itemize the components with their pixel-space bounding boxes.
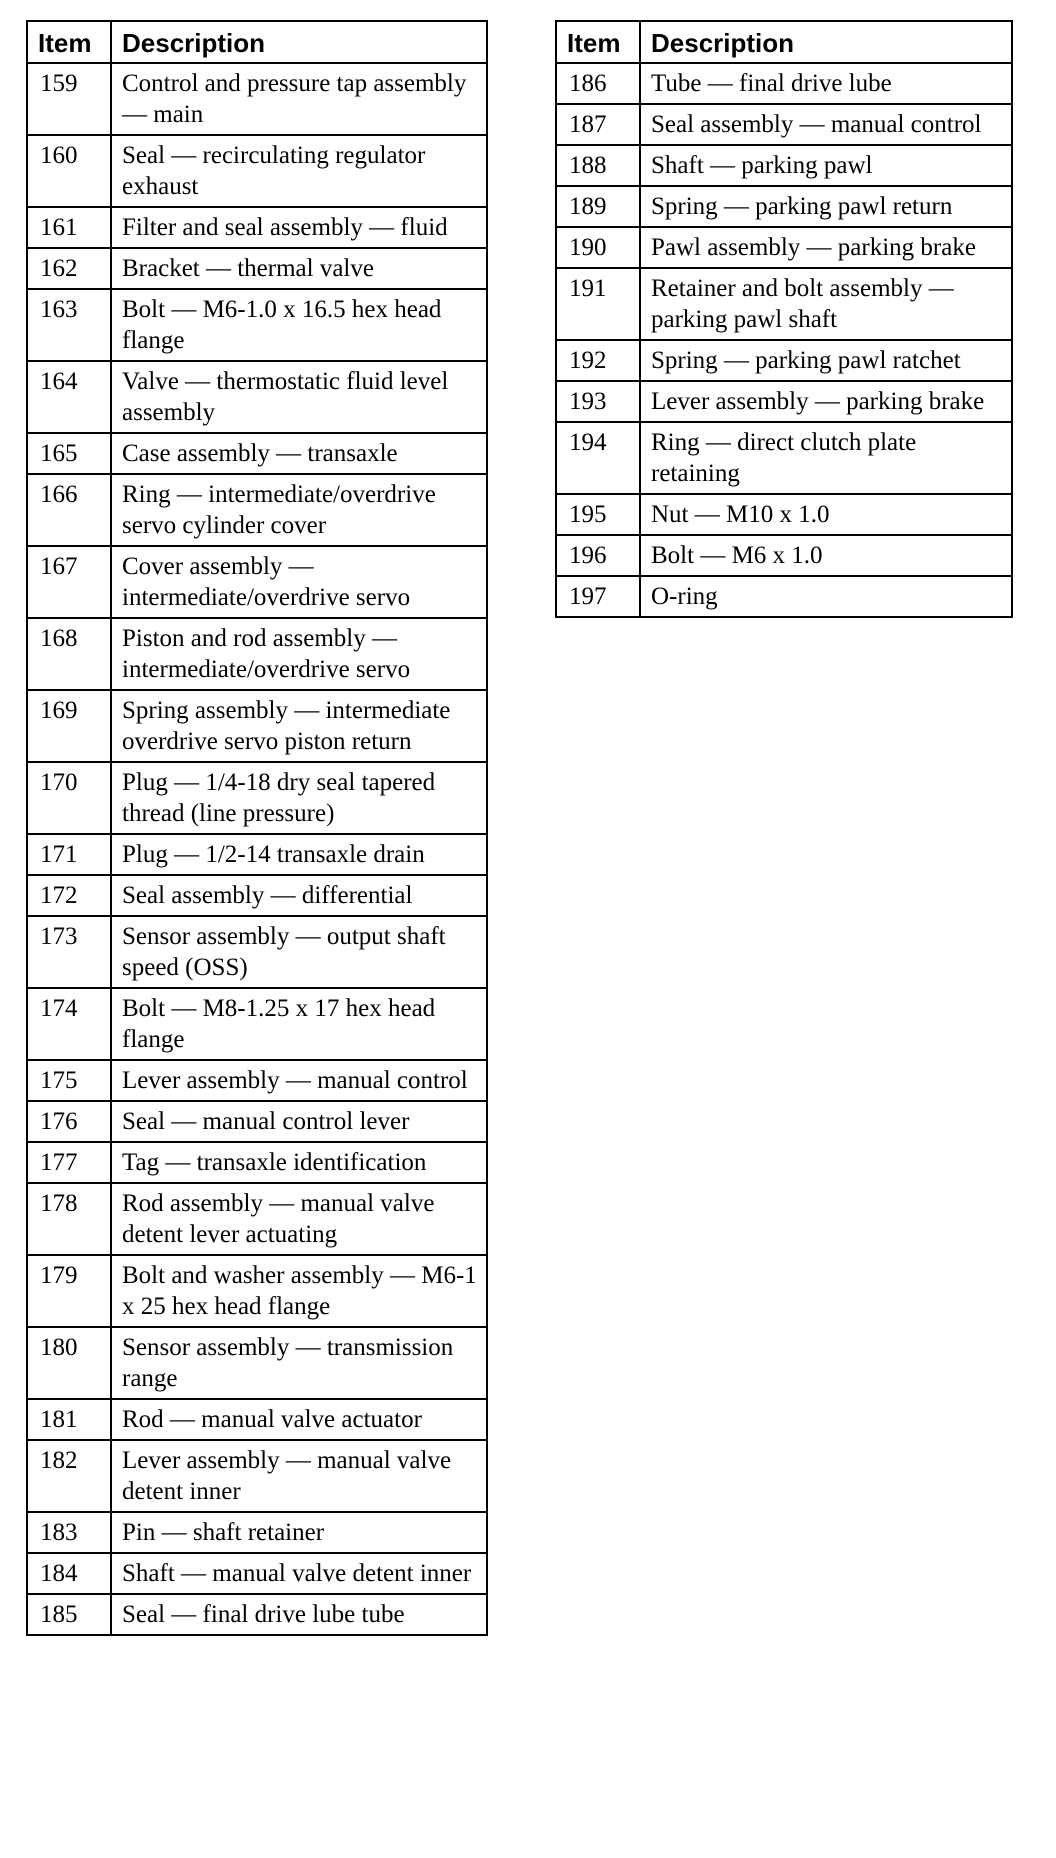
description-cell: Rod — manual valve actuator	[111, 1399, 487, 1440]
table-row	[27, 916, 487, 988]
description-cell: Retainer and bolt assembly — parking pawl shaft	[640, 268, 1012, 340]
table-row	[27, 875, 487, 916]
table-row	[27, 1512, 487, 1553]
item-number-cell: 183	[27, 1512, 111, 1553]
description-cell: Tag — transaxle identification	[111, 1142, 487, 1183]
description-cell: Pawl assembly — parking brake	[640, 227, 1012, 268]
table-row	[556, 145, 1012, 186]
item-number-cell: 171	[27, 834, 111, 875]
description-cell: Seal assembly — manual control	[640, 104, 1012, 145]
item-number-cell: 179	[27, 1255, 111, 1327]
table-row	[27, 1060, 487, 1101]
description-cell: Seal assembly — differential	[111, 875, 487, 916]
table-row	[27, 762, 487, 834]
item-number-cell: 164	[27, 361, 111, 433]
description-cell: Seal — manual control lever	[111, 1101, 487, 1142]
description-cell: O-ring	[640, 576, 1012, 617]
item-number-cell: 181	[27, 1399, 111, 1440]
item-number-cell: 194	[556, 422, 640, 494]
description-cell: Seal — recirculating regulator exhaust	[111, 135, 487, 207]
description-cell: Plug — 1/4-18 dry seal tapered thread (line pressure)	[111, 762, 487, 834]
parts-table-left	[26, 20, 488, 1636]
table-row	[27, 1327, 487, 1399]
item-number-cell: 177	[27, 1142, 111, 1183]
item-number-cell: 161	[27, 207, 111, 248]
description-cell: Sensor assembly — transmission range	[111, 1327, 487, 1399]
table-row	[27, 361, 487, 433]
item-number-cell: 188	[556, 145, 640, 186]
item-number-cell: 162	[27, 248, 111, 289]
item-number-cell: 169	[27, 690, 111, 762]
description-column-header: Description	[640, 21, 1012, 63]
item-number-cell: 187	[556, 104, 640, 145]
item-number-cell: 173	[27, 916, 111, 988]
description-cell: Plug — 1/2-14 transaxle drain	[111, 834, 487, 875]
description-cell: Ring — intermediate/overdrive servo cylinder cover	[111, 474, 487, 546]
table-row	[556, 227, 1012, 268]
item-number-cell: 168	[27, 618, 111, 690]
item-number-cell: 172	[27, 875, 111, 916]
item-number-cell: 163	[27, 289, 111, 361]
table-row	[27, 433, 487, 474]
item-number-cell: 191	[556, 268, 640, 340]
table-row	[556, 576, 1012, 617]
description-cell: Bolt — M8-1.25 x 17 hex head flange	[111, 988, 487, 1060]
table-row	[27, 618, 487, 690]
table-row	[27, 1594, 487, 1635]
item-number-cell: 197	[556, 576, 640, 617]
description-cell: Lever assembly — manual valve detent inner	[111, 1440, 487, 1512]
table-row	[27, 1142, 487, 1183]
table-row	[27, 834, 487, 875]
description-cell: Seal — final drive lube tube	[111, 1594, 487, 1635]
table-header-row	[27, 21, 487, 63]
item-number-cell: 165	[27, 433, 111, 474]
item-number-cell: 167	[27, 546, 111, 618]
item-number-cell: 182	[27, 1440, 111, 1512]
table-row	[556, 422, 1012, 494]
description-cell: Sensor assembly — output shaft speed (OSS)	[111, 916, 487, 988]
description-cell: Ring — direct clutch plate retaining	[640, 422, 1012, 494]
description-cell: Tube — final drive lube	[640, 63, 1012, 104]
description-cell: Spring assembly — intermediate overdrive servo piston return	[111, 690, 487, 762]
item-number-cell: 166	[27, 474, 111, 546]
table-row	[556, 63, 1012, 104]
table-row	[27, 63, 487, 135]
item-number-cell: 185	[27, 1594, 111, 1635]
table-row	[27, 1399, 487, 1440]
description-cell: Bolt — M6-1.0 x 16.5 hex head flange	[111, 289, 487, 361]
description-cell: Bracket — thermal valve	[111, 248, 487, 289]
table-row	[27, 289, 487, 361]
description-cell: Lever assembly — manual control	[111, 1060, 487, 1101]
table-row	[556, 104, 1012, 145]
description-cell: Bolt and washer assembly — M6-1 x 25 hex head flange	[111, 1255, 487, 1327]
item-number-cell: 192	[556, 340, 640, 381]
table-row	[27, 1183, 487, 1255]
table-row	[27, 1101, 487, 1142]
table-row	[27, 207, 487, 248]
description-cell: Spring — parking pawl ratchet	[640, 340, 1012, 381]
description-cell: Nut — M10 x 1.0	[640, 494, 1012, 535]
description-column-header: Description	[111, 21, 487, 63]
description-cell: Shaft — parking pawl	[640, 145, 1012, 186]
table-row	[27, 1553, 487, 1594]
description-cell: Filter and seal assembly — fluid	[111, 207, 487, 248]
description-cell: Lever assembly — parking brake	[640, 381, 1012, 422]
description-cell: Case assembly — transaxle	[111, 433, 487, 474]
table-row	[556, 494, 1012, 535]
item-number-cell: 180	[27, 1327, 111, 1399]
table-row	[556, 535, 1012, 576]
table-row	[556, 186, 1012, 227]
table-row	[27, 248, 487, 289]
item-number-cell: 190	[556, 227, 640, 268]
description-cell: Rod assembly — manual valve detent lever actuating	[111, 1183, 487, 1255]
table-row	[27, 474, 487, 546]
parts-table-right	[555, 20, 1013, 618]
table-row	[27, 135, 487, 207]
table-row	[27, 1440, 487, 1512]
item-column-header: Item	[27, 21, 111, 63]
description-cell: Spring — parking pawl return	[640, 186, 1012, 227]
table-row	[27, 690, 487, 762]
table-row	[556, 268, 1012, 340]
table-row	[556, 381, 1012, 422]
item-number-cell: 175	[27, 1060, 111, 1101]
item-number-cell: 186	[556, 63, 640, 104]
table-row	[27, 546, 487, 618]
table-row	[27, 1255, 487, 1327]
description-cell: Control and pressure tap assembly — main	[111, 63, 487, 135]
description-cell: Cover assembly — intermediate/overdrive servo	[111, 546, 487, 618]
item-number-cell: 189	[556, 186, 640, 227]
description-cell: Piston and rod assembly — intermediate/overdrive servo	[111, 618, 487, 690]
description-cell: Bolt — M6 x 1.0	[640, 535, 1012, 576]
item-number-cell: 176	[27, 1101, 111, 1142]
description-cell: Pin — shaft retainer	[111, 1512, 487, 1553]
item-number-cell: 195	[556, 494, 640, 535]
item-number-cell: 174	[27, 988, 111, 1060]
table-header-row	[556, 21, 1012, 63]
item-number-cell: 196	[556, 535, 640, 576]
item-column-header: Item	[556, 21, 640, 63]
item-number-cell: 178	[27, 1183, 111, 1255]
description-cell: Valve — thermostatic fluid level assembly	[111, 361, 487, 433]
table-row	[556, 340, 1012, 381]
description-cell: Shaft — manual valve detent inner	[111, 1553, 487, 1594]
item-number-cell: 160	[27, 135, 111, 207]
item-number-cell: 170	[27, 762, 111, 834]
table-row	[27, 988, 487, 1060]
item-number-cell: 184	[27, 1553, 111, 1594]
item-number-cell: 193	[556, 381, 640, 422]
item-number-cell: 159	[27, 63, 111, 135]
